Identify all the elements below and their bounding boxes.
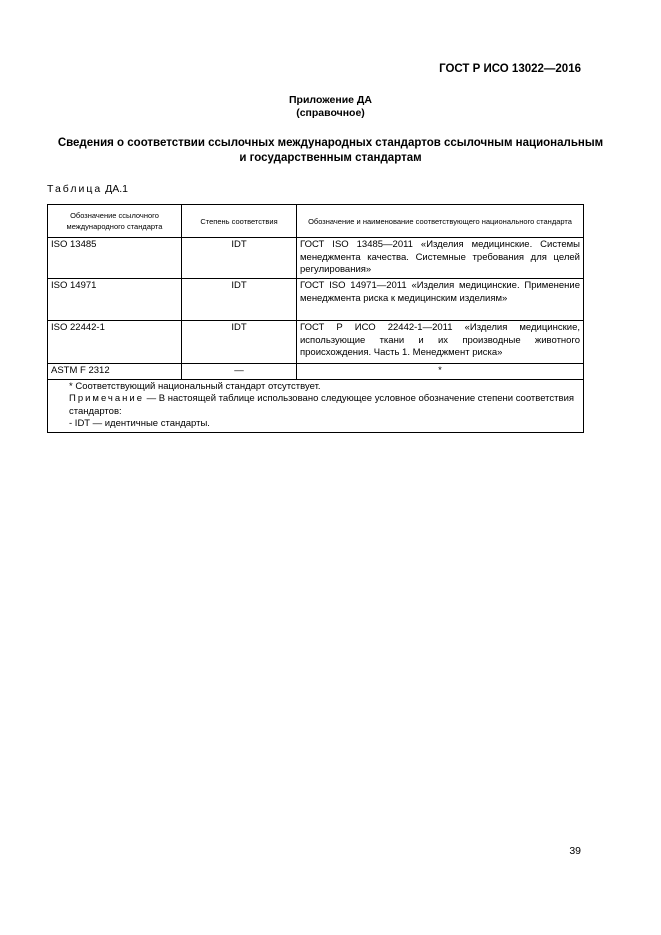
table-header-row (48, 205, 584, 238)
header-national-standard: Обозначение и наименование соответствующего национального стандарта (297, 205, 584, 238)
table-row (48, 238, 584, 279)
table-notes-row (48, 379, 584, 432)
document-code: ГОСТ Р ИСО 13022—2016 (439, 63, 581, 75)
section-title-line2: и государственным стандартам (239, 152, 422, 164)
table-caption-word: Таблица (47, 183, 103, 195)
note-text: — В настоящей таблице использовано следующее условное обозначение степени соответствия стандартов: (69, 393, 575, 417)
cell-degree: IDT (182, 279, 297, 321)
cell-code: ISO 22442-1 (48, 321, 182, 364)
table-caption (47, 183, 128, 195)
cell-national: ГОСТ Р ИСО 22442-1—2011 «Изделия медицинские, использующие ткани и их производные животного происхождения. Часть 1. Менеджмент риска» (297, 321, 584, 364)
section-title-line1: Сведения о соответствии ссылочных международных стандартов ссылочным национальным (57, 137, 604, 149)
annex-title: Приложение ДА (289, 94, 372, 106)
page-number: 39 (569, 845, 581, 857)
cell-degree: IDT (182, 321, 297, 364)
cell-degree: — (182, 364, 297, 380)
table-caption-number: ДА.1 (105, 183, 128, 195)
cell-national: ГОСТ ISO 14971—2011 «Изделия медицинские. Применение менеджмента риска к медицинским изделиям» (297, 279, 584, 321)
cell-code: ISO 14971 (48, 279, 182, 321)
header-international-standard: Обозначение ссылочного международного стандарта (48, 205, 182, 238)
cell-national: * (297, 364, 584, 380)
note-word: Примечание (69, 393, 144, 404)
cell-code: ASTM F 2312 (48, 364, 182, 380)
table-row (48, 321, 584, 364)
header-degree: Степень соответствия (182, 205, 297, 238)
note (51, 393, 580, 418)
note-item: - IDT — идентичные стандарты. (69, 418, 210, 429)
table-row (48, 364, 584, 380)
cell-code: ISO 13485 (48, 238, 182, 279)
section-title (40, 136, 621, 166)
annex-heading (0, 94, 661, 120)
cell-national: ГОСТ ISO 13485—2011 «Изделия медицинские. Системы менеджмента качества. Системные требования для целей регулирования» (297, 238, 584, 279)
table-notes (48, 379, 584, 432)
annex-subtitle: (справочное) (296, 107, 365, 119)
footnote: * Соответствующий национальный стандарт отсутствует. (69, 380, 321, 392)
table-row (48, 279, 584, 321)
cell-degree: IDT (182, 238, 297, 279)
correspondence-table (47, 204, 584, 433)
